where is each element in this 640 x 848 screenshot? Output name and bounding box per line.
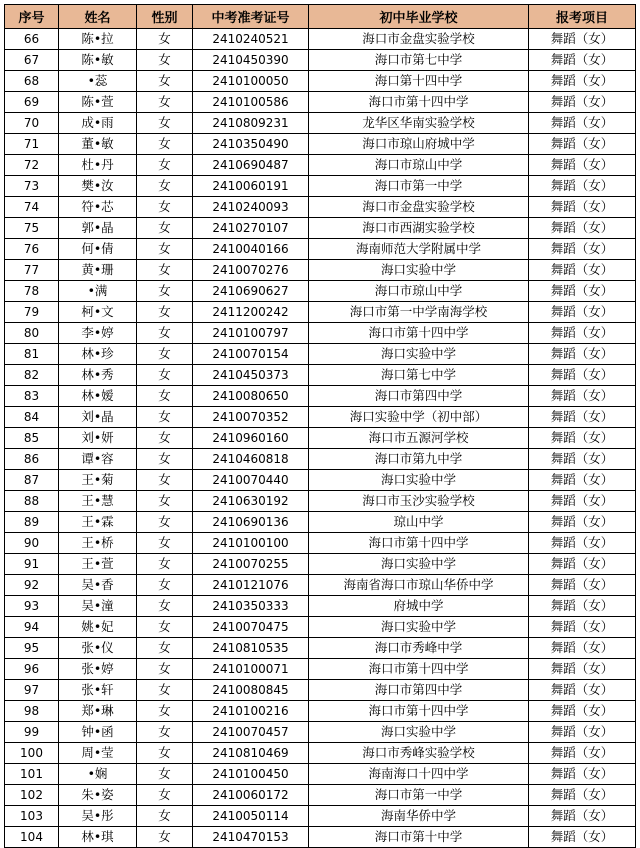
cell-gender: 女: [137, 617, 193, 638]
table-row: [5, 155, 636, 176]
cell-exam-number: 2410070255: [193, 554, 309, 575]
cell-gender: 女: [137, 680, 193, 701]
cell-school: 海口实验中学: [309, 344, 529, 365]
cell-name: 吴•潼: [59, 596, 137, 617]
cell-school: 海南海口十四中学: [309, 764, 529, 785]
cell-index: 69: [5, 92, 59, 113]
header-school: 初中毕业学校: [309, 5, 529, 29]
cell-project: 舞蹈（女）: [529, 743, 636, 764]
cell-school: 府城中学: [309, 596, 529, 617]
cell-project: 舞蹈（女）: [529, 827, 636, 848]
cell-exam-number: 2410100100: [193, 533, 309, 554]
cell-index: 82: [5, 365, 59, 386]
cell-project: 舞蹈（女）: [529, 659, 636, 680]
cell-exam-number: 2410100450: [193, 764, 309, 785]
cell-gender: 女: [137, 827, 193, 848]
cell-name: •满: [59, 281, 137, 302]
cell-project: 舞蹈（女）: [529, 197, 636, 218]
cell-index: 94: [5, 617, 59, 638]
cell-name: 林•琪: [59, 827, 137, 848]
cell-school: 海口市金盘实验学校: [309, 197, 529, 218]
cell-school: 海口市第十四中学: [309, 659, 529, 680]
cell-name: 张•婷: [59, 659, 137, 680]
cell-gender: 女: [137, 806, 193, 827]
cell-exam-number: 2410810535: [193, 638, 309, 659]
table-row: [5, 680, 636, 701]
header-project: 报考项目: [529, 5, 636, 29]
cell-name: 董•敏: [59, 134, 137, 155]
cell-school: 海口实验中学: [309, 260, 529, 281]
table-row: [5, 470, 636, 491]
cell-school: 海口市第九中学: [309, 449, 529, 470]
cell-index: 78: [5, 281, 59, 302]
cell-gender: 女: [137, 113, 193, 134]
cell-gender: 女: [137, 743, 193, 764]
cell-project: 舞蹈（女）: [529, 344, 636, 365]
table-body: [5, 29, 636, 848]
cell-school: 龙华区华南实验学校: [309, 113, 529, 134]
cell-project: 舞蹈（女）: [529, 533, 636, 554]
cell-name: 刘•妍: [59, 428, 137, 449]
cell-index: 67: [5, 50, 59, 71]
cell-index: 95: [5, 638, 59, 659]
cell-exam-number: 2410240093: [193, 197, 309, 218]
cell-school: 琼山中学: [309, 512, 529, 533]
cell-school: 海口实验中学: [309, 554, 529, 575]
roster-sheet: [4, 4, 636, 848]
cell-index: 71: [5, 134, 59, 155]
table-row: [5, 533, 636, 554]
table-row: [5, 449, 636, 470]
cell-exam-number: 2410100216: [193, 701, 309, 722]
table-row: [5, 407, 636, 428]
cell-exam-number: 2411200242: [193, 302, 309, 323]
cell-name: •娴: [59, 764, 137, 785]
cell-name: 樊•汝: [59, 176, 137, 197]
table-row: [5, 71, 636, 92]
cell-name: 成•雨: [59, 113, 137, 134]
cell-project: 舞蹈（女）: [529, 806, 636, 827]
cell-gender: 女: [137, 260, 193, 281]
cell-exam-number: 2410100071: [193, 659, 309, 680]
cell-gender: 女: [137, 575, 193, 596]
cell-name: 王•菊: [59, 470, 137, 491]
header-row: [5, 5, 636, 29]
cell-exam-number: 2410450390: [193, 50, 309, 71]
cell-project: 舞蹈（女）: [529, 722, 636, 743]
cell-index: 74: [5, 197, 59, 218]
cell-exam-number: 2410100050: [193, 71, 309, 92]
cell-name: 林•嫒: [59, 386, 137, 407]
cell-project: 舞蹈（女）: [529, 512, 636, 533]
cell-project: 舞蹈（女）: [529, 575, 636, 596]
cell-exam-number: 2410080845: [193, 680, 309, 701]
cell-exam-number: 2410350490: [193, 134, 309, 155]
cell-project: 舞蹈（女）: [529, 239, 636, 260]
cell-index: 88: [5, 491, 59, 512]
cell-name: 王•霖: [59, 512, 137, 533]
table-row: [5, 743, 636, 764]
cell-exam-number: 2410630192: [193, 491, 309, 512]
cell-exam-number: 2410080650: [193, 386, 309, 407]
table-row: [5, 596, 636, 617]
cell-project: 舞蹈（女）: [529, 302, 636, 323]
cell-project: 舞蹈（女）: [529, 785, 636, 806]
cell-exam-number: 2410070457: [193, 722, 309, 743]
cell-gender: 女: [137, 344, 193, 365]
cell-name: 吴•彤: [59, 806, 137, 827]
cell-school: 海口市第七中学: [309, 50, 529, 71]
cell-project: 舞蹈（女）: [529, 764, 636, 785]
cell-index: 90: [5, 533, 59, 554]
cell-gender: 女: [137, 155, 193, 176]
cell-school: 海口市第一中学: [309, 785, 529, 806]
cell-index: 76: [5, 239, 59, 260]
cell-index: 96: [5, 659, 59, 680]
cell-project: 舞蹈（女）: [529, 260, 636, 281]
table-row: [5, 617, 636, 638]
cell-gender: 女: [137, 470, 193, 491]
cell-exam-number: 2410070352: [193, 407, 309, 428]
cell-name: 王•桥: [59, 533, 137, 554]
cell-exam-number: 2410460818: [193, 449, 309, 470]
cell-index: 70: [5, 113, 59, 134]
cell-school: 海口第十四中学: [309, 71, 529, 92]
cell-school: 海口市第四中学: [309, 386, 529, 407]
cell-school: 海口市秀峰中学: [309, 638, 529, 659]
cell-project: 舞蹈（女）: [529, 617, 636, 638]
table-row: [5, 29, 636, 50]
cell-school: 海口市西湖实验学校: [309, 218, 529, 239]
table-row: [5, 575, 636, 596]
cell-gender: 女: [137, 785, 193, 806]
cell-name: 陈•萱: [59, 92, 137, 113]
cell-project: 舞蹈（女）: [529, 71, 636, 92]
table-row: [5, 92, 636, 113]
cell-index: 97: [5, 680, 59, 701]
header-exam-number: 中考准考证号: [193, 5, 309, 29]
table-row: [5, 386, 636, 407]
cell-name: 黄•珊: [59, 260, 137, 281]
cell-index: 75: [5, 218, 59, 239]
table-row: [5, 218, 636, 239]
cell-gender: 女: [137, 407, 193, 428]
cell-exam-number: 2410809231: [193, 113, 309, 134]
table-row: [5, 659, 636, 680]
cell-gender: 女: [137, 596, 193, 617]
cell-exam-number: 2410040166: [193, 239, 309, 260]
cell-school: 海口实验中学: [309, 470, 529, 491]
cell-name: 郭•晶: [59, 218, 137, 239]
cell-index: 81: [5, 344, 59, 365]
cell-index: 84: [5, 407, 59, 428]
table-row: [5, 176, 636, 197]
cell-exam-number: 2410070276: [193, 260, 309, 281]
table-row: [5, 722, 636, 743]
cell-exam-number: 2410810469: [193, 743, 309, 764]
cell-exam-number: 2410690487: [193, 155, 309, 176]
cell-project: 舞蹈（女）: [529, 491, 636, 512]
cell-name: 李•婷: [59, 323, 137, 344]
cell-index: 91: [5, 554, 59, 575]
table-row: [5, 260, 636, 281]
cell-index: 77: [5, 260, 59, 281]
cell-project: 舞蹈（女）: [529, 218, 636, 239]
cell-index: 72: [5, 155, 59, 176]
cell-school: 海南华侨中学: [309, 806, 529, 827]
table-row: [5, 512, 636, 533]
cell-project: 舞蹈（女）: [529, 92, 636, 113]
cell-exam-number: 2410450373: [193, 365, 309, 386]
cell-name: 陈•拉: [59, 29, 137, 50]
cell-name: 姚•妃: [59, 617, 137, 638]
cell-gender: 女: [137, 281, 193, 302]
cell-exam-number: 2410070475: [193, 617, 309, 638]
cell-school: 海口市第一中学: [309, 176, 529, 197]
cell-gender: 女: [137, 365, 193, 386]
cell-project: 舞蹈（女）: [529, 323, 636, 344]
cell-index: 66: [5, 29, 59, 50]
cell-project: 舞蹈（女）: [529, 449, 636, 470]
cell-name: 王•慧: [59, 491, 137, 512]
cell-gender: 女: [137, 533, 193, 554]
header-index: 序号: [5, 5, 59, 29]
cell-school: 海口市玉沙实验学校: [309, 491, 529, 512]
cell-gender: 女: [137, 449, 193, 470]
enrollment-table: [4, 4, 636, 848]
cell-school: 海口市第十四中学: [309, 533, 529, 554]
cell-project: 舞蹈（女）: [529, 176, 636, 197]
cell-gender: 女: [137, 92, 193, 113]
cell-name: •蕊: [59, 71, 137, 92]
cell-index: 87: [5, 470, 59, 491]
cell-gender: 女: [137, 701, 193, 722]
cell-name: 符•芯: [59, 197, 137, 218]
cell-gender: 女: [137, 386, 193, 407]
cell-index: 103: [5, 806, 59, 827]
cell-exam-number: 2410690136: [193, 512, 309, 533]
cell-project: 舞蹈（女）: [529, 701, 636, 722]
cell-index: 102: [5, 785, 59, 806]
table-row: [5, 302, 636, 323]
cell-project: 舞蹈（女）: [529, 428, 636, 449]
cell-name: 钟•函: [59, 722, 137, 743]
cell-index: 86: [5, 449, 59, 470]
cell-project: 舞蹈（女）: [529, 281, 636, 302]
cell-gender: 女: [137, 176, 193, 197]
cell-project: 舞蹈（女）: [529, 365, 636, 386]
cell-gender: 女: [137, 302, 193, 323]
table-row: [5, 701, 636, 722]
cell-name: 林•珍: [59, 344, 137, 365]
cell-school: 海口市第十中学: [309, 827, 529, 848]
cell-school: 海南省海口市琼山华侨中学: [309, 575, 529, 596]
table-row: [5, 827, 636, 848]
header-name: 姓名: [59, 5, 137, 29]
cell-name: 柯•文: [59, 302, 137, 323]
cell-gender: 女: [137, 638, 193, 659]
table-row: [5, 785, 636, 806]
cell-project: 舞蹈（女）: [529, 638, 636, 659]
cell-exam-number: 2410350333: [193, 596, 309, 617]
cell-name: 杜•丹: [59, 155, 137, 176]
cell-gender: 女: [137, 71, 193, 92]
cell-exam-number: 2410070440: [193, 470, 309, 491]
cell-school: 海口市第十四中学: [309, 92, 529, 113]
cell-index: 79: [5, 302, 59, 323]
cell-name: 刘•晶: [59, 407, 137, 428]
cell-project: 舞蹈（女）: [529, 596, 636, 617]
table-row: [5, 281, 636, 302]
cell-school: 海口市琼山中学: [309, 281, 529, 302]
cell-school: 海口市金盘实验学校: [309, 29, 529, 50]
cell-school: 海南师范大学附属中学: [309, 239, 529, 260]
cell-index: 80: [5, 323, 59, 344]
cell-project: 舞蹈（女）: [529, 680, 636, 701]
cell-index: 100: [5, 743, 59, 764]
cell-name: 王•萱: [59, 554, 137, 575]
cell-index: 73: [5, 176, 59, 197]
table-row: [5, 806, 636, 827]
cell-gender: 女: [137, 722, 193, 743]
table-row: [5, 344, 636, 365]
cell-gender: 女: [137, 29, 193, 50]
cell-exam-number: 2410960160: [193, 428, 309, 449]
cell-exam-number: 2410121076: [193, 575, 309, 596]
cell-index: 98: [5, 701, 59, 722]
cell-school: 海口实验中学: [309, 617, 529, 638]
table-row: [5, 365, 636, 386]
cell-gender: 女: [137, 323, 193, 344]
cell-index: 85: [5, 428, 59, 449]
cell-exam-number: 2410470153: [193, 827, 309, 848]
table-row: [5, 764, 636, 785]
cell-exam-number: 2410060191: [193, 176, 309, 197]
table-row: [5, 638, 636, 659]
cell-index: 92: [5, 575, 59, 596]
cell-project: 舞蹈（女）: [529, 50, 636, 71]
cell-gender: 女: [137, 50, 193, 71]
cell-name: 吴•香: [59, 575, 137, 596]
table-row: [5, 134, 636, 155]
cell-school: 海口第七中学: [309, 365, 529, 386]
cell-exam-number: 2410100586: [193, 92, 309, 113]
cell-name: 郑•琳: [59, 701, 137, 722]
cell-project: 舞蹈（女）: [529, 29, 636, 50]
table-row: [5, 197, 636, 218]
table-row: [5, 239, 636, 260]
table-row: [5, 491, 636, 512]
cell-exam-number: 2410070154: [193, 344, 309, 365]
cell-exam-number: 2410270107: [193, 218, 309, 239]
cell-gender: 女: [137, 764, 193, 785]
cell-gender: 女: [137, 554, 193, 575]
cell-project: 舞蹈（女）: [529, 407, 636, 428]
table-row: [5, 323, 636, 344]
cell-gender: 女: [137, 659, 193, 680]
cell-name: 张•仪: [59, 638, 137, 659]
cell-gender: 女: [137, 491, 193, 512]
cell-index: 99: [5, 722, 59, 743]
cell-exam-number: 2410100797: [193, 323, 309, 344]
cell-name: 陈•敏: [59, 50, 137, 71]
cell-school: 海口实验中学: [309, 722, 529, 743]
cell-gender: 女: [137, 134, 193, 155]
cell-name: 张•轩: [59, 680, 137, 701]
cell-school: 海口市秀峰实验学校: [309, 743, 529, 764]
cell-name: 谭•容: [59, 449, 137, 470]
cell-exam-number: 2410060172: [193, 785, 309, 806]
cell-school: 海口实验中学（初中部）: [309, 407, 529, 428]
cell-index: 101: [5, 764, 59, 785]
cell-exam-number: 2410240521: [193, 29, 309, 50]
cell-index: 89: [5, 512, 59, 533]
cell-name: 周•莹: [59, 743, 137, 764]
cell-index: 104: [5, 827, 59, 848]
table-row: [5, 113, 636, 134]
table-row: [5, 50, 636, 71]
cell-index: 68: [5, 71, 59, 92]
cell-project: 舞蹈（女）: [529, 386, 636, 407]
cell-index: 93: [5, 596, 59, 617]
cell-school: 海口市第十四中学: [309, 701, 529, 722]
cell-school: 海口市第十四中学: [309, 323, 529, 344]
cell-school: 海口市第一中学南海学校: [309, 302, 529, 323]
table-row: [5, 428, 636, 449]
cell-school: 海口市琼山府城中学: [309, 134, 529, 155]
cell-name: 林•秀: [59, 365, 137, 386]
cell-project: 舞蹈（女）: [529, 554, 636, 575]
header-gender: 性别: [137, 5, 193, 29]
cell-project: 舞蹈（女）: [529, 113, 636, 134]
cell-project: 舞蹈（女）: [529, 470, 636, 491]
cell-gender: 女: [137, 239, 193, 260]
cell-school: 海口市琼山中学: [309, 155, 529, 176]
cell-name: 何•倩: [59, 239, 137, 260]
cell-project: 舞蹈（女）: [529, 134, 636, 155]
cell-gender: 女: [137, 428, 193, 449]
cell-gender: 女: [137, 197, 193, 218]
cell-project: 舞蹈（女）: [529, 155, 636, 176]
cell-school: 海口市五源河学校: [309, 428, 529, 449]
cell-gender: 女: [137, 218, 193, 239]
table-row: [5, 554, 636, 575]
cell-exam-number: 2410050114: [193, 806, 309, 827]
cell-gender: 女: [137, 512, 193, 533]
cell-exam-number: 2410690627: [193, 281, 309, 302]
cell-name: 朱•姿: [59, 785, 137, 806]
cell-index: 83: [5, 386, 59, 407]
cell-school: 海口市第四中学: [309, 680, 529, 701]
